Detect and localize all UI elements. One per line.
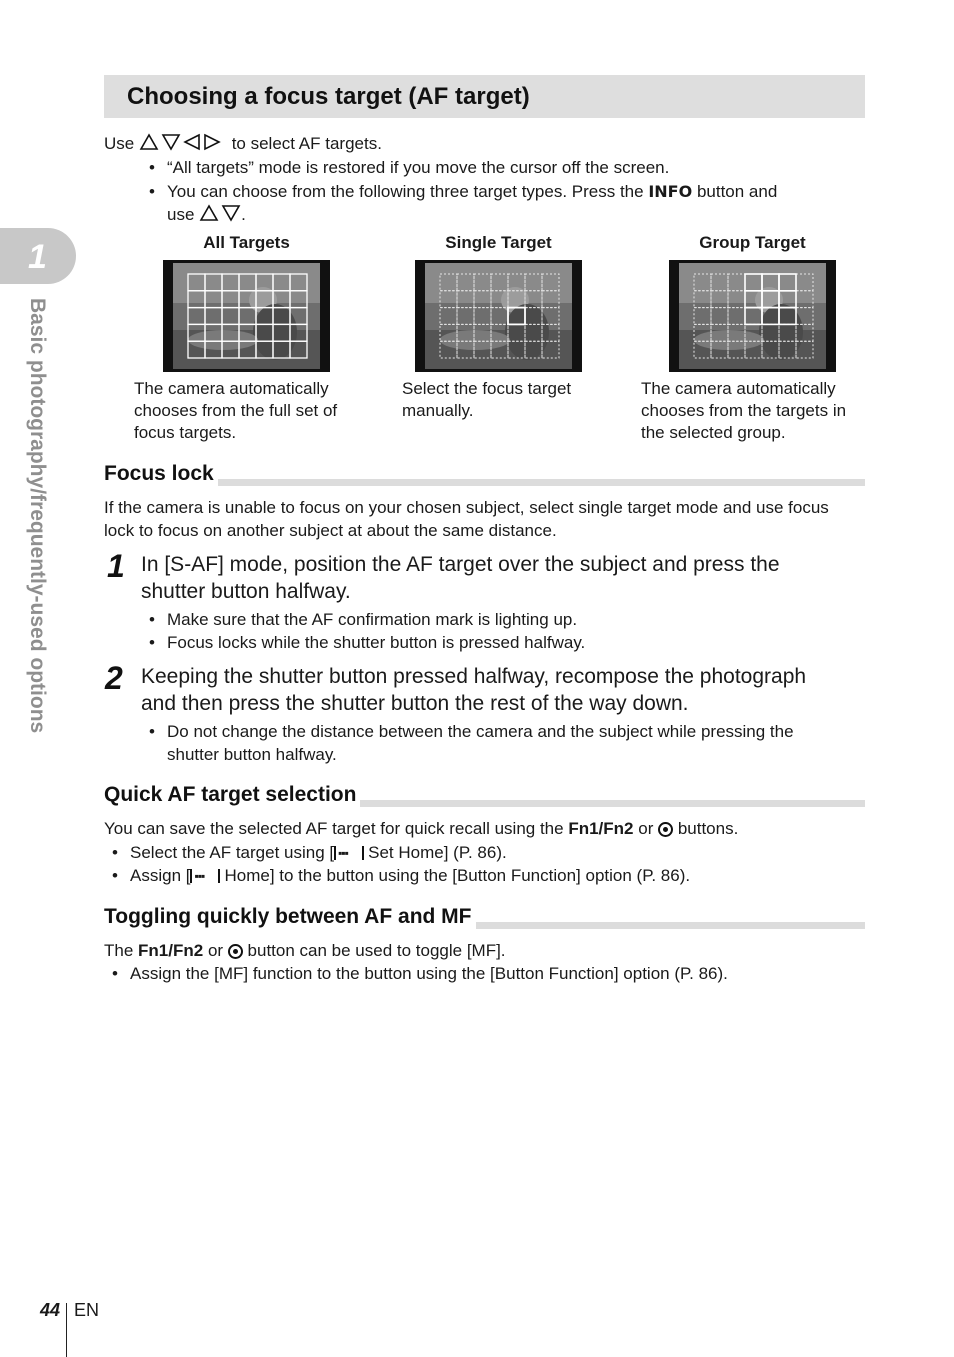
focus-lock-heading: Focus lock (104, 462, 218, 486)
af-target-group-icon (190, 869, 220, 883)
quick-af-bullet-2: • Assign [▪▪▪ Home] to the button using the [Button Function] option (P. 86). (130, 864, 860, 887)
chapter-number: 1 (28, 238, 47, 276)
toggle-body (104, 939, 864, 962)
toggle-bullet-1-text: Assign the [MF] function to the button using the [Button Function] option (P. 86). (130, 964, 728, 983)
step-1-bullet-2: • Focus locks while the shutter button is pressed halfway. (149, 633, 586, 652)
quick-af-bullet-2-end: Home] to the button using the [Button Function] option (P. 86). (224, 866, 691, 885)
toggle-bullet-1: • Assign the [MF] function to the button using the [Button Function] option (P. 86). (112, 964, 728, 983)
step-2-bullet-1: • Do not change the distance between the camera and the subject while pressing the (149, 722, 794, 741)
step-1-line-1: In [S-AF] mode, position the AF target over the subject and press the (141, 553, 780, 576)
step-1-line-2: shutter button halfway. (141, 580, 351, 603)
step-1-bullet-1-text: Make sure that the AF confirmation mark is lighting up. (167, 610, 578, 629)
all-targets-title: All Targets (203, 233, 290, 252)
group-target-desc: The camera automatically chooses from the targets in the selected group. (641, 379, 847, 442)
intro-bullet-2-cont (167, 203, 467, 228)
side-chapter-title-text: Basic photography/frequently-used options (26, 298, 49, 734)
step-2-number: 2 (105, 660, 123, 696)
single-target-image (415, 260, 582, 372)
quick-af-bullet-1-end: Set Home] (P. 86). (368, 843, 507, 862)
single-target-desc: Select the focus target manually. (402, 379, 572, 420)
toggle-heading: Toggling quickly between AF and MF (104, 905, 476, 929)
quick-af-bullet-2-text: Assign [ (130, 866, 191, 885)
side-chapter-title (25, 298, 55, 798)
intro-line (104, 132, 804, 157)
focus-lock-body: If the camera is unable to focus on your chosen subject, select single target mode and use focus lock to focus on another subject at about the same distance. (104, 498, 829, 540)
page-title: Choosing a focus target (AF target) (127, 83, 530, 110)
quick-af-body (104, 817, 864, 840)
intro-bullet-2-text: You can choose from the following three target types. Press the (167, 182, 644, 201)
step-1-bullet-2-text: Focus locks while the shutter button is pressed halfway. (167, 633, 586, 652)
intro-use-text: Use (104, 134, 135, 153)
fn-button-label: Fn1/Fn2 (138, 941, 204, 960)
group-target-title: Group Target (699, 233, 806, 252)
toggle-body-text: The (104, 941, 134, 960)
step-2-bullet-1-text: Do not change the distance between the camera and the subject while pressing the (167, 722, 794, 741)
dial-button-icon (658, 822, 673, 837)
group-target-image (669, 260, 836, 372)
intro-suffix-text: to select AF targets. (231, 134, 382, 153)
focus-lock-rule (104, 479, 865, 486)
step-2-bullet-1-cont: shutter button halfway. (167, 745, 337, 764)
quick-af-bullet-1-text: Select the AF target using [ (130, 843, 335, 862)
toggle-body-end: button can be used to toggle [MF]. (247, 941, 506, 960)
single-target-title: Single Target (445, 233, 552, 252)
quick-af-body-end: buttons. (677, 819, 739, 838)
up-down-keys-icon (199, 204, 241, 228)
intro-bullet-2-text-b: button and (696, 182, 778, 201)
af-target-group-icon (334, 846, 364, 860)
quick-af-heading: Quick AF target selection (104, 783, 360, 807)
step-1-bullet-1: • Make sure that the AF confirmation mark is lighting up. (149, 610, 578, 629)
intro-bullet-2: • You can choose from the following three target types. Press the INFO button and (149, 182, 778, 201)
arrow-keys-icon (139, 133, 227, 157)
intro-bullet-2-use: use (167, 205, 195, 224)
info-button-label: INFO (648, 182, 693, 201)
intro-bullet-1-text: “All targets” mode is restored if you move the cursor off the screen. (167, 158, 670, 177)
step-2-line-2: and then press the shutter button the rest of the way down. (141, 692, 689, 715)
quick-af-body-text: You can save the selected AF target for quick recall using the (104, 819, 564, 838)
toggle-or: or (207, 941, 224, 960)
all-targets-image (163, 260, 330, 372)
footer-divider (66, 1303, 67, 1357)
all-targets-desc: The camera automatically chooses from the full set of focus targets. (134, 379, 338, 442)
intro-bullet-2-period: . (241, 205, 246, 224)
page-number: 44 (40, 1300, 61, 1320)
language-code: EN (74, 1300, 100, 1320)
quick-af-bullet-1: • Select the AF target using [▪▪▪ Set Home] (P. 86). (130, 841, 860, 864)
fn-button-label: Fn1/Fn2 (568, 819, 634, 838)
step-1-number: 1 (107, 548, 125, 584)
quick-af-or: or (638, 819, 654, 838)
intro-bullet-1: • “All targets” mode is restored if you move the cursor off the screen. (149, 158, 670, 177)
dial-button-icon (228, 944, 243, 959)
step-2-line-1: Keeping the shutter button pressed halfway, recompose the photograph (141, 665, 807, 688)
